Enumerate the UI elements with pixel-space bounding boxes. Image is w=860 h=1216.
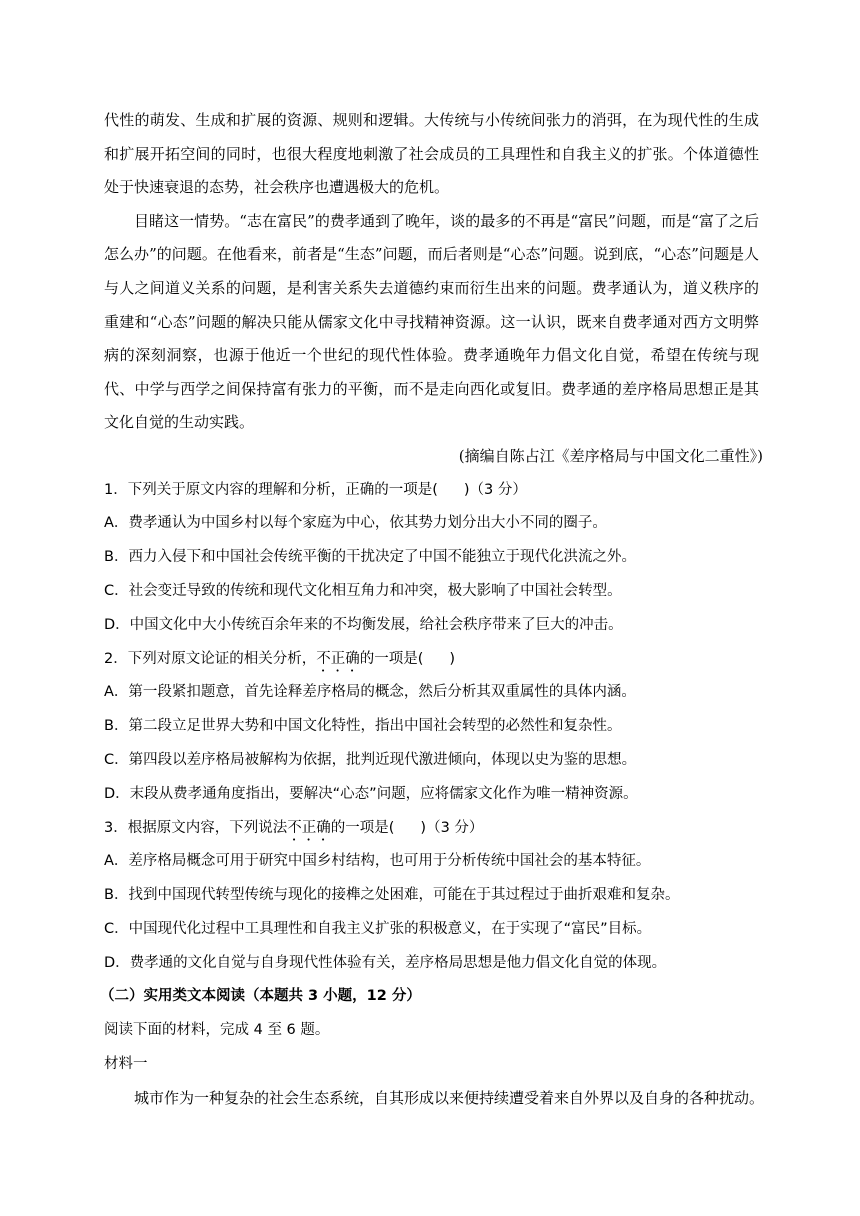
section-instruction: 阅读下面的材料，完成 4 至 6 题。: [104, 1022, 330, 1039]
question-stem: 1．下列关于原文内容的理解和分析，正确的一项是( )（3 分）: [104, 481, 527, 498]
option-c: C．中国现代化过程中工具理性和自我主义扩张的积极意义，在于实现了“富民”目标。: [104, 920, 652, 937]
option-c: C．社会变迁导致的传统和现代文化相互角力和冲突，极大影响了中国社会转型。: [104, 582, 622, 599]
option-d: D．费孝通的文化自觉与自身现代性体验有关，差序格局思想是他力倡文化自觉的体现。: [104, 954, 667, 971]
option-c: C．第四段以差序格局被解构为依据，批判近现代激进倾向，体现以史为鉴的思想。: [104, 751, 637, 768]
emphasis-text: 不正确: [316, 650, 360, 667]
passage-source: (摘编自陈占江《差序格局与中国文化二重性》): [458, 446, 763, 465]
option-d: D．末段从费孝通角度指出，要解决“心态”问题，应将儒家文化作为唯一精神资源。: [104, 785, 638, 802]
document-page: [100, 104, 765, 1115]
option-a: A．第一段紧扣题意，首先诠释差序格局的概念，然后分析其双重属性的具体内涵。: [104, 684, 636, 701]
material-label: 材料一: [104, 1056, 148, 1073]
option-b: B．找到中国现代转型传统与现化的接榫之处困难，可能在于其过程过于曲折艰难和复杂。: [104, 887, 680, 904]
question-stem: 2．下列对原文论证的相关分析，不正确的一项是( ): [104, 650, 456, 667]
question-2: [104, 643, 759, 812]
question-stem: 3．根据原文内容，下列说法不正确的一项是( )（3 分）: [104, 819, 484, 836]
passage-paragraph-continued: 代性的萌发、生成和扩展的资源、规则和逻辑。大传统与小传统间张力的消弭，在为现代性的生成和扩展开拓空间的同时，也很大程度地刺激了社会成员的工具理性和自我主义的扩张。个体道德性处于快速衰退的态势，社会秩序也遭遇极大的危机。: [104, 111, 759, 197]
material-first-line: 城市作为一种复杂的社会生态系统，自其形成以来便持续遭受着来自外界以及自身的各种扰动。: [134, 1088, 765, 1107]
question-1: [104, 474, 759, 643]
option-b: B．第二段立足世界大势和中国文化特性，指出中国社会转型的必然性和复杂性。: [104, 718, 622, 735]
passage-paragraph: 目睹这一情势。“志在富民”的费孝通到了晚年，谈的最多的不再是“富民”问题，而是“富了之后怎么办”的问题。在他看来，前者是“生态”问题，而后者则是“心态”问题。说到底，“心态”问题是人与人之间道义关系的问题，是利害关系失去道德约束而衍生出来的问题。费孝通认为，道义秩序的重建和“心态”问题的解决只能从儒家文化中寻找精神资源。这一认识，既来自费孝通对西方文明弊病的深刻洞察，也源于他近一个世纪的现代性体验。费孝通晚年力倡文化自觉，希望在传统与现代、中学与西学之间保持富有张力的平衡，而不是走向西化或复旧。费孝通的差序格局思想正是其文化自觉的生动实践。: [104, 211, 759, 432]
option-d: D．中国文化中大小传统百余年来的不均衡发展，给社会秩序带来了巨大的冲击。: [104, 616, 623, 633]
option-b: B．西力入侵下和中国社会传统平衡的干扰决定了中国不能独立于现代化洪流之外。: [104, 549, 636, 566]
option-a: A．费孝通认为中国乡村以每个家庭为中心，依其势力划分出大小不同的圈子。: [104, 515, 607, 532]
emphasis-text: 不正确: [287, 819, 331, 836]
section-heading: （二）实用类文本阅读（本题共 3 小题，12 分）: [100, 988, 421, 1005]
option-a: A．差序格局概念可用于研究中国乡村结构，也可用于分析传统中国社会的基本特征。: [104, 853, 651, 870]
question-3: [104, 812, 759, 981]
